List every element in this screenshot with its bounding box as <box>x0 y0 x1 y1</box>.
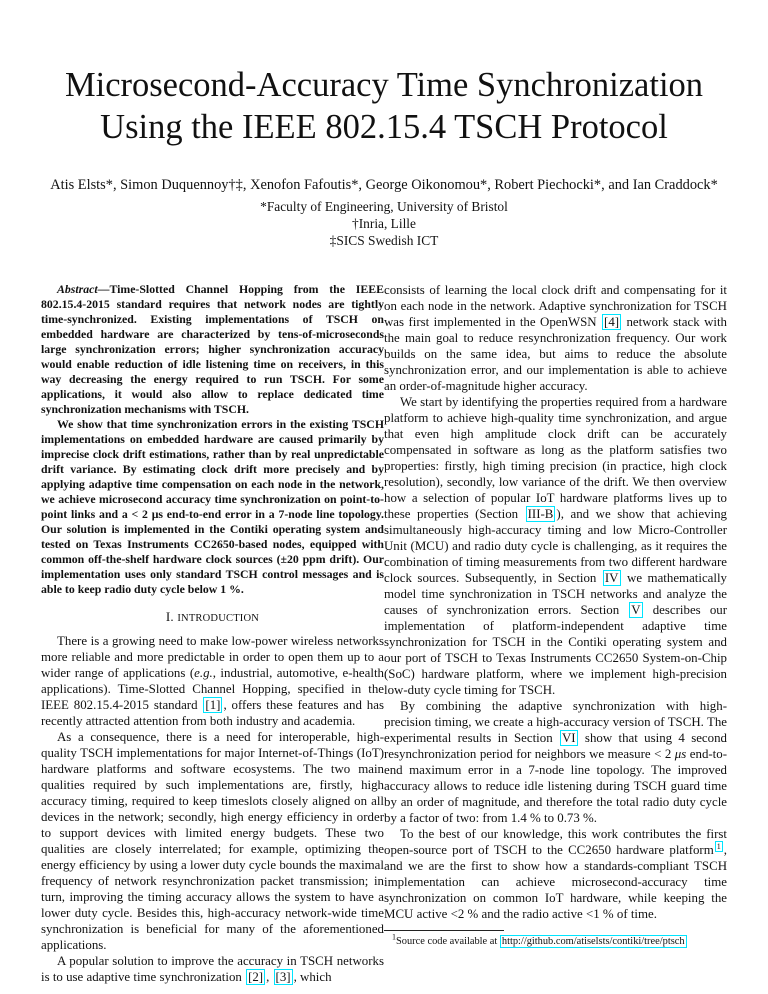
intro-paragraph-5: We start by identifying the properties required from a hardware platform to achieve high-quality time synchronization, and argue that even high amplitude clock drift can be accurately compensated in software as long as the platform satisfies two properties: firstly, high timing precision (in practice, high clock resolution), secondly, low variance of the drift. We then overview how a selection of popular IoT hardware platforms lives up to these properties (Section III-B ), and we show that achieving simultaneously high-accuracy timing and low Micro-Controller Unit (MCU) and radio duty cycle is challenging, as it requires the combination of timing measurements from two different hardware clock sources. Subsequently, in Section IV we mathematically model time synchronization in TSCH networks and analyze the causes of synchronization errors. Section V describes our implementation of platform-independent adaptive time synchronization for TSCH in the Contiki operating system and our port of TSCH to Texas Instruments CC2650 System-on-Chip (SoC) hardware platform, where we implement high-precision low-duty cycle timing for TSCH. <box>384 395 728 697</box>
intro-paragraph-7: To the best of our knowledge, this work contributes the first open-source port of TSCH to the CC2650 hardware platform $^1$ , and we are the first to show how a standards-compliant TSCH implementation can achieve microsecond-accuracy time synchronization on common IoT hardware, while keeping the MCU active <2 % and the radio active <1 % of time. <box>384 827 727 921</box>
footnote <box>384 932 727 948</box>
intro-paragraph-2: As a consequence, there is a need for interoperable, high-quality TSCH implementations for major Internet-of-Things (IoT) hardware platforms and software ecosystems. The two main qualities required by such implementations are, firstly, high accuracy timing, required to keep timeslots closely aligned on all devices in the network; secondly, high energy efficiency in order to support devices with limited energy budgets. These two qualities are closely interrelated; for example, optimizing the energy efficiency by using a lower duty cycle bounds the maximal frequency of network resynchronization packet transmission; in turn, improving the timing accuracy allows the system to have a lower duty cycle. Besides this, high-accuracy network-wide time synchronization is beneficial for many of the aforementioned applications. <box>41 730 384 952</box>
intro-paragraph-3: A popular solution to improve the accuracy in TSCH networks is to use adaptive time synchronization [2] , [3] , which <box>41 954 384 984</box>
left-column <box>41 282 384 985</box>
intro-paragraph-4: consists of learning the local clock drift and compensating for it on each node in the network. Adaptive synchronization for TSCH was first implemented in the OpenWSN [4] network stack with the main goal to reduce resynchronization frequency. Our work builds on the same idea, but aims to reduce the absolute synchronization error, and our implementation is able to achieve an order-of-magnitude higher accuracy. <box>384 283 727 393</box>
section-link[interactable]: III-B <box>527 507 554 521</box>
abstract-label: Abstract <box>57 282 98 296</box>
source-code-link[interactable]: http://github.com/atiselsts/contiki/tree/ptsch <box>501 936 685 947</box>
footnote-text: Source code available at <box>396 936 498 947</box>
footnote-number: 1 <box>392 932 396 942</box>
section-title: INTRODUCTION <box>177 613 260 624</box>
author-list: Atis Elsts*, Simon Duquennoy†‡, Xenofon Fafoutis*, George Oikonomou*, Robert Piechocki*, and Ian Craddock* <box>50 177 718 193</box>
section-link[interactable]: IV <box>604 571 619 585</box>
citation-link[interactable]: [1] <box>205 698 221 712</box>
abstract-paragraph-1: Abstract—Time-Slotted Channel Hopping from the IEEE 802.15.4-2015 standard requires that network nodes are tightly time-synchronized. Existing implementations of TSCH on embedded hardware are characterized by tens-of-microseconds large synchronization errors; higher synchronization accuracy would enable reduction of idle listening time on receivers, in this way decreasing the energy required to run TSCH. For some applications, it would also allow to replace dedicated time synchronization mechanisms with TSCH. <box>41 282 384 416</box>
citation-link[interactable]: [3] <box>275 970 291 984</box>
intro-paragraph-1: There is a growing need to make low-power wireless networks more reliable and more predictable in order to open them up to a wider range of applications (e.g., industrial, automotive, e-health applications). Time-Slotted Channel Hopping, specified in the IEEE 802.15.4-2015 standard [1] , offers these features and has recently attracted attention from both industry and academia. <box>41 634 384 728</box>
affiliation-sics: ‡SICS Swedish ICT <box>329 233 439 248</box>
section-link[interactable]: VI <box>561 731 576 745</box>
paper-title: Microsecond-Accuracy Time Synchronization Using the IEEE 802.15.4 TSCH Protocol <box>64 66 704 146</box>
citation-link[interactable]: [2] <box>248 970 264 984</box>
citation-link[interactable]: [4] <box>604 315 620 329</box>
footnote-marker[interactable]: 1 <box>716 841 721 851</box>
affiliation-inria: †Inria, Lille <box>352 216 416 231</box>
intro-paragraph-6: By combining the adaptive synchronization with high-precision timing, we create a high-accuracy version of TSCH. The experimental results in Section VI show that using 4 second resynchronization period for neighbors we measure < 2 μs end-to-end maximum error in a 7-node line topology. The improved accuracy allows to reduce idle listening during TSCH guard time by an order of magnitude, and therefore the total radio duty cycle by a factor of two: from 1.4 % to 0.73 %. <box>384 699 727 825</box>
abstract-paragraph-2: We show that time synchronization errors in the existing TSCH implementations on embedded hardware are caused primarily by imprecise clock drift estimations, rather than by real unpredictable drift variance. By estimating clock drift more precisely and by applying adaptive time compensation on each node in the network, we achieve microsecond accuracy time synchronization on point-to-point links and a < 2 μs end-to-end error in a 7-node line topology. Our solution is implemented in the Contiki operating system and tested on Texas Instruments CC2650-based nodes, equipped with common off-the-shelf hardware clock sources (±20 ppm drift). Our implementation uses only standard TSCH control messages and is able to keep radio duty cycle below 1 %. <box>41 417 384 596</box>
footnote-divider <box>384 930 504 931</box>
section-heading-introduction: I. INTRODUCTION <box>165 609 260 624</box>
section-link[interactable]: V <box>631 603 641 617</box>
right-column <box>384 282 727 948</box>
affiliation-bristol: *Faculty of Engineering, University of Bristol <box>260 199 508 214</box>
